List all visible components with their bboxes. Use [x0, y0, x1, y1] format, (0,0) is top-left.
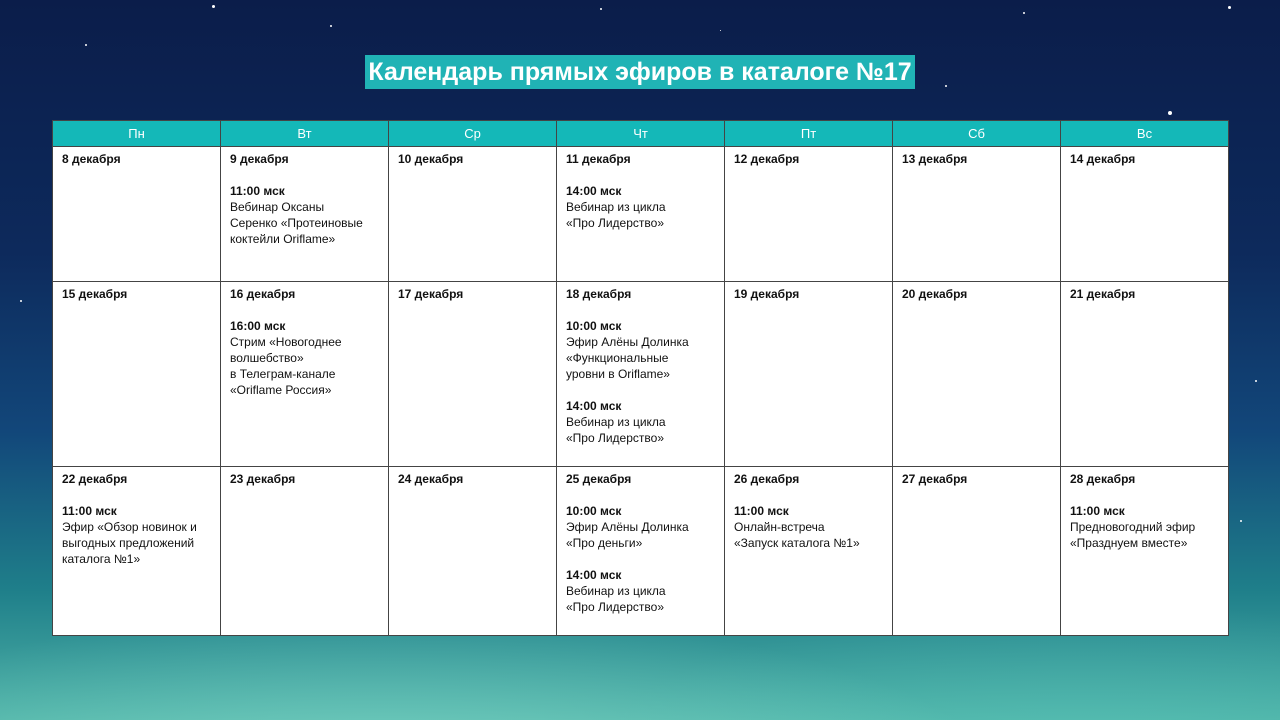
event-time: 14:00 мск: [566, 568, 622, 582]
weekday-header: Пт: [725, 121, 893, 147]
event-time: 14:00 мск: [566, 184, 622, 198]
day-cell: [221, 147, 389, 282]
day-date: 23 декабря: [230, 472, 296, 486]
day-cell: [725, 467, 893, 636]
day-cell: [53, 282, 221, 467]
event-time: 14:00 мск: [566, 399, 622, 413]
day-cell: [893, 282, 1061, 467]
day-date: 21 декабря: [1070, 287, 1136, 301]
event-description: Вебинар из цикла «Про Лидерство»: [566, 584, 666, 614]
weekday-header: Вт: [221, 121, 389, 147]
event-entry: [566, 567, 715, 615]
event-description: Вебинар Оксаны Серенко «Протеиновые коктейли Oriflame»: [230, 200, 363, 246]
day-cell: [557, 282, 725, 467]
event-time: 10:00 мск: [566, 504, 622, 518]
day-cell: [389, 282, 557, 467]
day-date: 15 декабря: [62, 287, 128, 301]
event-entry: [734, 503, 883, 551]
title-container: [0, 55, 1280, 89]
day-cell: [1061, 282, 1229, 467]
day-date: 18 декабря: [566, 287, 632, 301]
day-cell: [893, 147, 1061, 282]
day-date: 26 декабря: [734, 472, 800, 486]
event-description: Эфир Алёны Долинка «Про деньги»: [566, 520, 689, 550]
day-cell: [1061, 147, 1229, 282]
week-row: [53, 147, 1229, 282]
event-description: Вебинар из цикла «Про Лидерство»: [566, 415, 666, 445]
day-date: 16 декабря: [230, 287, 296, 301]
event-description: Предновогодний эфир «Празднуем вместе»: [1070, 520, 1196, 550]
event-time: 11:00 мск: [734, 504, 789, 518]
event-time: 10:00 мск: [566, 319, 622, 333]
weekday-header: Ср: [389, 121, 557, 147]
event-description: Эфир Алёны Долинка «Функциональные уровни в Oriflame»: [566, 335, 689, 381]
weekday-header: Сб: [893, 121, 1061, 147]
weekday-header: Чт: [557, 121, 725, 147]
day-cell: [893, 467, 1061, 636]
day-cell: [53, 467, 221, 636]
day-cell: [725, 147, 893, 282]
week-row: [53, 282, 1229, 467]
event-time: 11:00 мск: [1070, 504, 1125, 518]
event-entry: [62, 503, 211, 567]
day-date: 22 декабря: [62, 472, 128, 486]
day-date: 25 декабря: [566, 472, 632, 486]
day-cell: [557, 467, 725, 636]
event-description: Эфир «Обзор новинок и выгодных предложений каталога №1»: [62, 520, 197, 566]
weekday-header-row: [53, 121, 1229, 147]
event-description: Онлайн-встреча «Запуск каталога №1»: [734, 520, 860, 550]
day-cell: [221, 467, 389, 636]
day-date: 14 декабря: [1070, 152, 1136, 166]
event-time: 16:00 мск: [230, 319, 286, 333]
event-description: Стрим «Новогоднее волшебство» в Телеграм-канале «Oriflame Россия»: [230, 335, 342, 397]
calendar-table: [52, 120, 1229, 636]
event-entry: [566, 398, 715, 446]
event-time: 11:00 мск: [62, 504, 117, 518]
day-cell: [557, 147, 725, 282]
day-date: 12 декабря: [734, 152, 800, 166]
event-description: Вебинар из цикла «Про Лидерство»: [566, 200, 666, 230]
day-date: 11 декабря: [566, 152, 631, 166]
day-date: 8 декабря: [62, 152, 121, 166]
event-time: 11:00 мск: [230, 184, 285, 198]
day-date: 19 декабря: [734, 287, 800, 301]
day-cell: [389, 467, 557, 636]
weekday-header: Пн: [53, 121, 221, 147]
day-cell: [725, 282, 893, 467]
day-date: 10 декабря: [398, 152, 464, 166]
day-cell: [221, 282, 389, 467]
day-cell: [1061, 467, 1229, 636]
day-date: 20 декабря: [902, 287, 968, 301]
day-cell: [53, 147, 221, 282]
week-row: [53, 467, 1229, 636]
event-entry: [1070, 503, 1219, 551]
day-date: 27 декабря: [902, 472, 968, 486]
day-cell: [389, 147, 557, 282]
event-entry: [566, 183, 715, 231]
day-date: 9 декабря: [230, 152, 289, 166]
day-date: 13 декабря: [902, 152, 968, 166]
event-entry: [566, 318, 715, 382]
day-date: 28 декабря: [1070, 472, 1136, 486]
day-date: 24 декабря: [398, 472, 464, 486]
event-entry: [230, 318, 379, 398]
event-entry: [566, 503, 715, 551]
event-entry: [230, 183, 379, 247]
day-date: 17 декабря: [398, 287, 464, 301]
weekday-header: Вс: [1061, 121, 1229, 147]
page-title: Календарь прямых эфиров в каталоге №17: [365, 55, 914, 89]
